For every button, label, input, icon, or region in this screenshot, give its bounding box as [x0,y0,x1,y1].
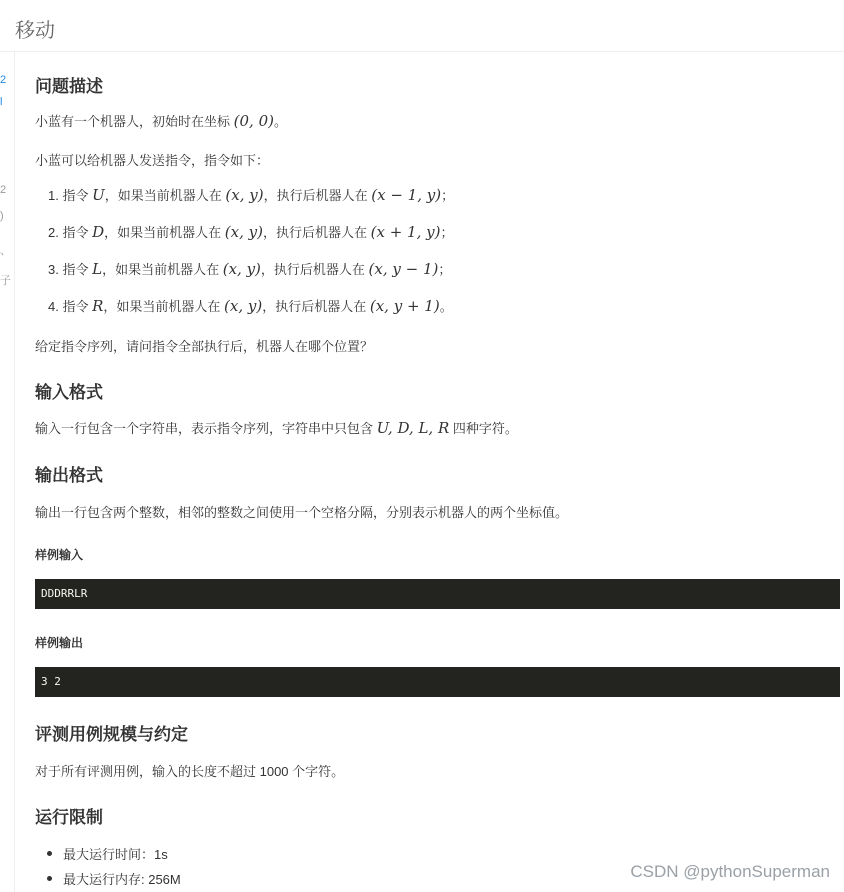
strip-mark: ) [0,210,4,222]
top-bar [0,0,844,52]
output-format-text: 输出一行包含两个整数，相邻的整数之间使用一个空格分隔，分别表示机器人的两个坐标值。 [35,505,569,520]
problem-question: 给定指令序列，请问指令全部执行后，机器人在哪个位置？ [35,339,374,354]
csdn-watermark: CSDN @pythonSuperman [630,862,830,881]
sample-input-label: 样例输入 [35,548,84,562]
math-commands: U, D, L, R [376,419,450,437]
section-title-problem: 问题描述 [35,77,103,96]
limit-item-time: 最大运行时间：1s [63,847,168,862]
strip-mark: 、 [0,245,11,257]
limit-item-memory: 最大运行内存: 256M [63,872,181,887]
sample-input-code[interactable]: DDDRRLR [35,579,840,609]
strip-mark: 子 [0,275,11,287]
section-title-scale: 评测用例规模与约定 [35,725,188,744]
scale-text: 对于所有评测用例，输入的长度不超过 1000 个字符。 [35,764,345,779]
page-title: 移动 [15,20,55,42]
problem-intro: 小蓝有一个机器人，初始时在坐标 (0, 0)。 [35,112,287,130]
bullet-icon [47,876,52,881]
math-origin: (0, 0) [233,112,274,130]
instruction-item: 1. 指令 U，如果当前机器人在 (x, y)，执行后机器人在 (x − 1, y)； [48,186,455,204]
instruction-item: 4. 指令 R，如果当前机器人在 (x, y)，执行后机器人在 (x, y + 1)。 [48,297,453,315]
input-format-text: 输入一行包含一个字符串，表示指令序列，字符串中只包含 U, D, L, R 四种字符。 [35,419,518,437]
sample-output-code[interactable]: 3 2 [35,667,840,697]
bullet-icon [47,851,52,856]
strip-mark: l [0,96,3,108]
section-title-output-format: 输出格式 [35,466,103,485]
instruction-item: 2. 指令 D，如果当前机器人在 (x, y)，执行后机器人在 (x + 1, y)； [48,223,454,241]
section-title-input-format: 输入格式 [35,383,103,402]
sample-output-label: 样例输出 [35,636,84,650]
section-title-limits: 运行限制 [35,808,103,827]
left-sidebar-strip[interactable] [0,52,15,892]
instructions-intro: 小蓝可以给机器人发送指令，指令如下： [35,153,270,168]
strip-mark: 2 [0,74,7,86]
strip-mark: 2 [0,184,7,196]
instruction-item: 3. 指令 L，如果当前机器人在 (x, y)，执行后机器人在 (x, y − 1)； [48,260,452,278]
